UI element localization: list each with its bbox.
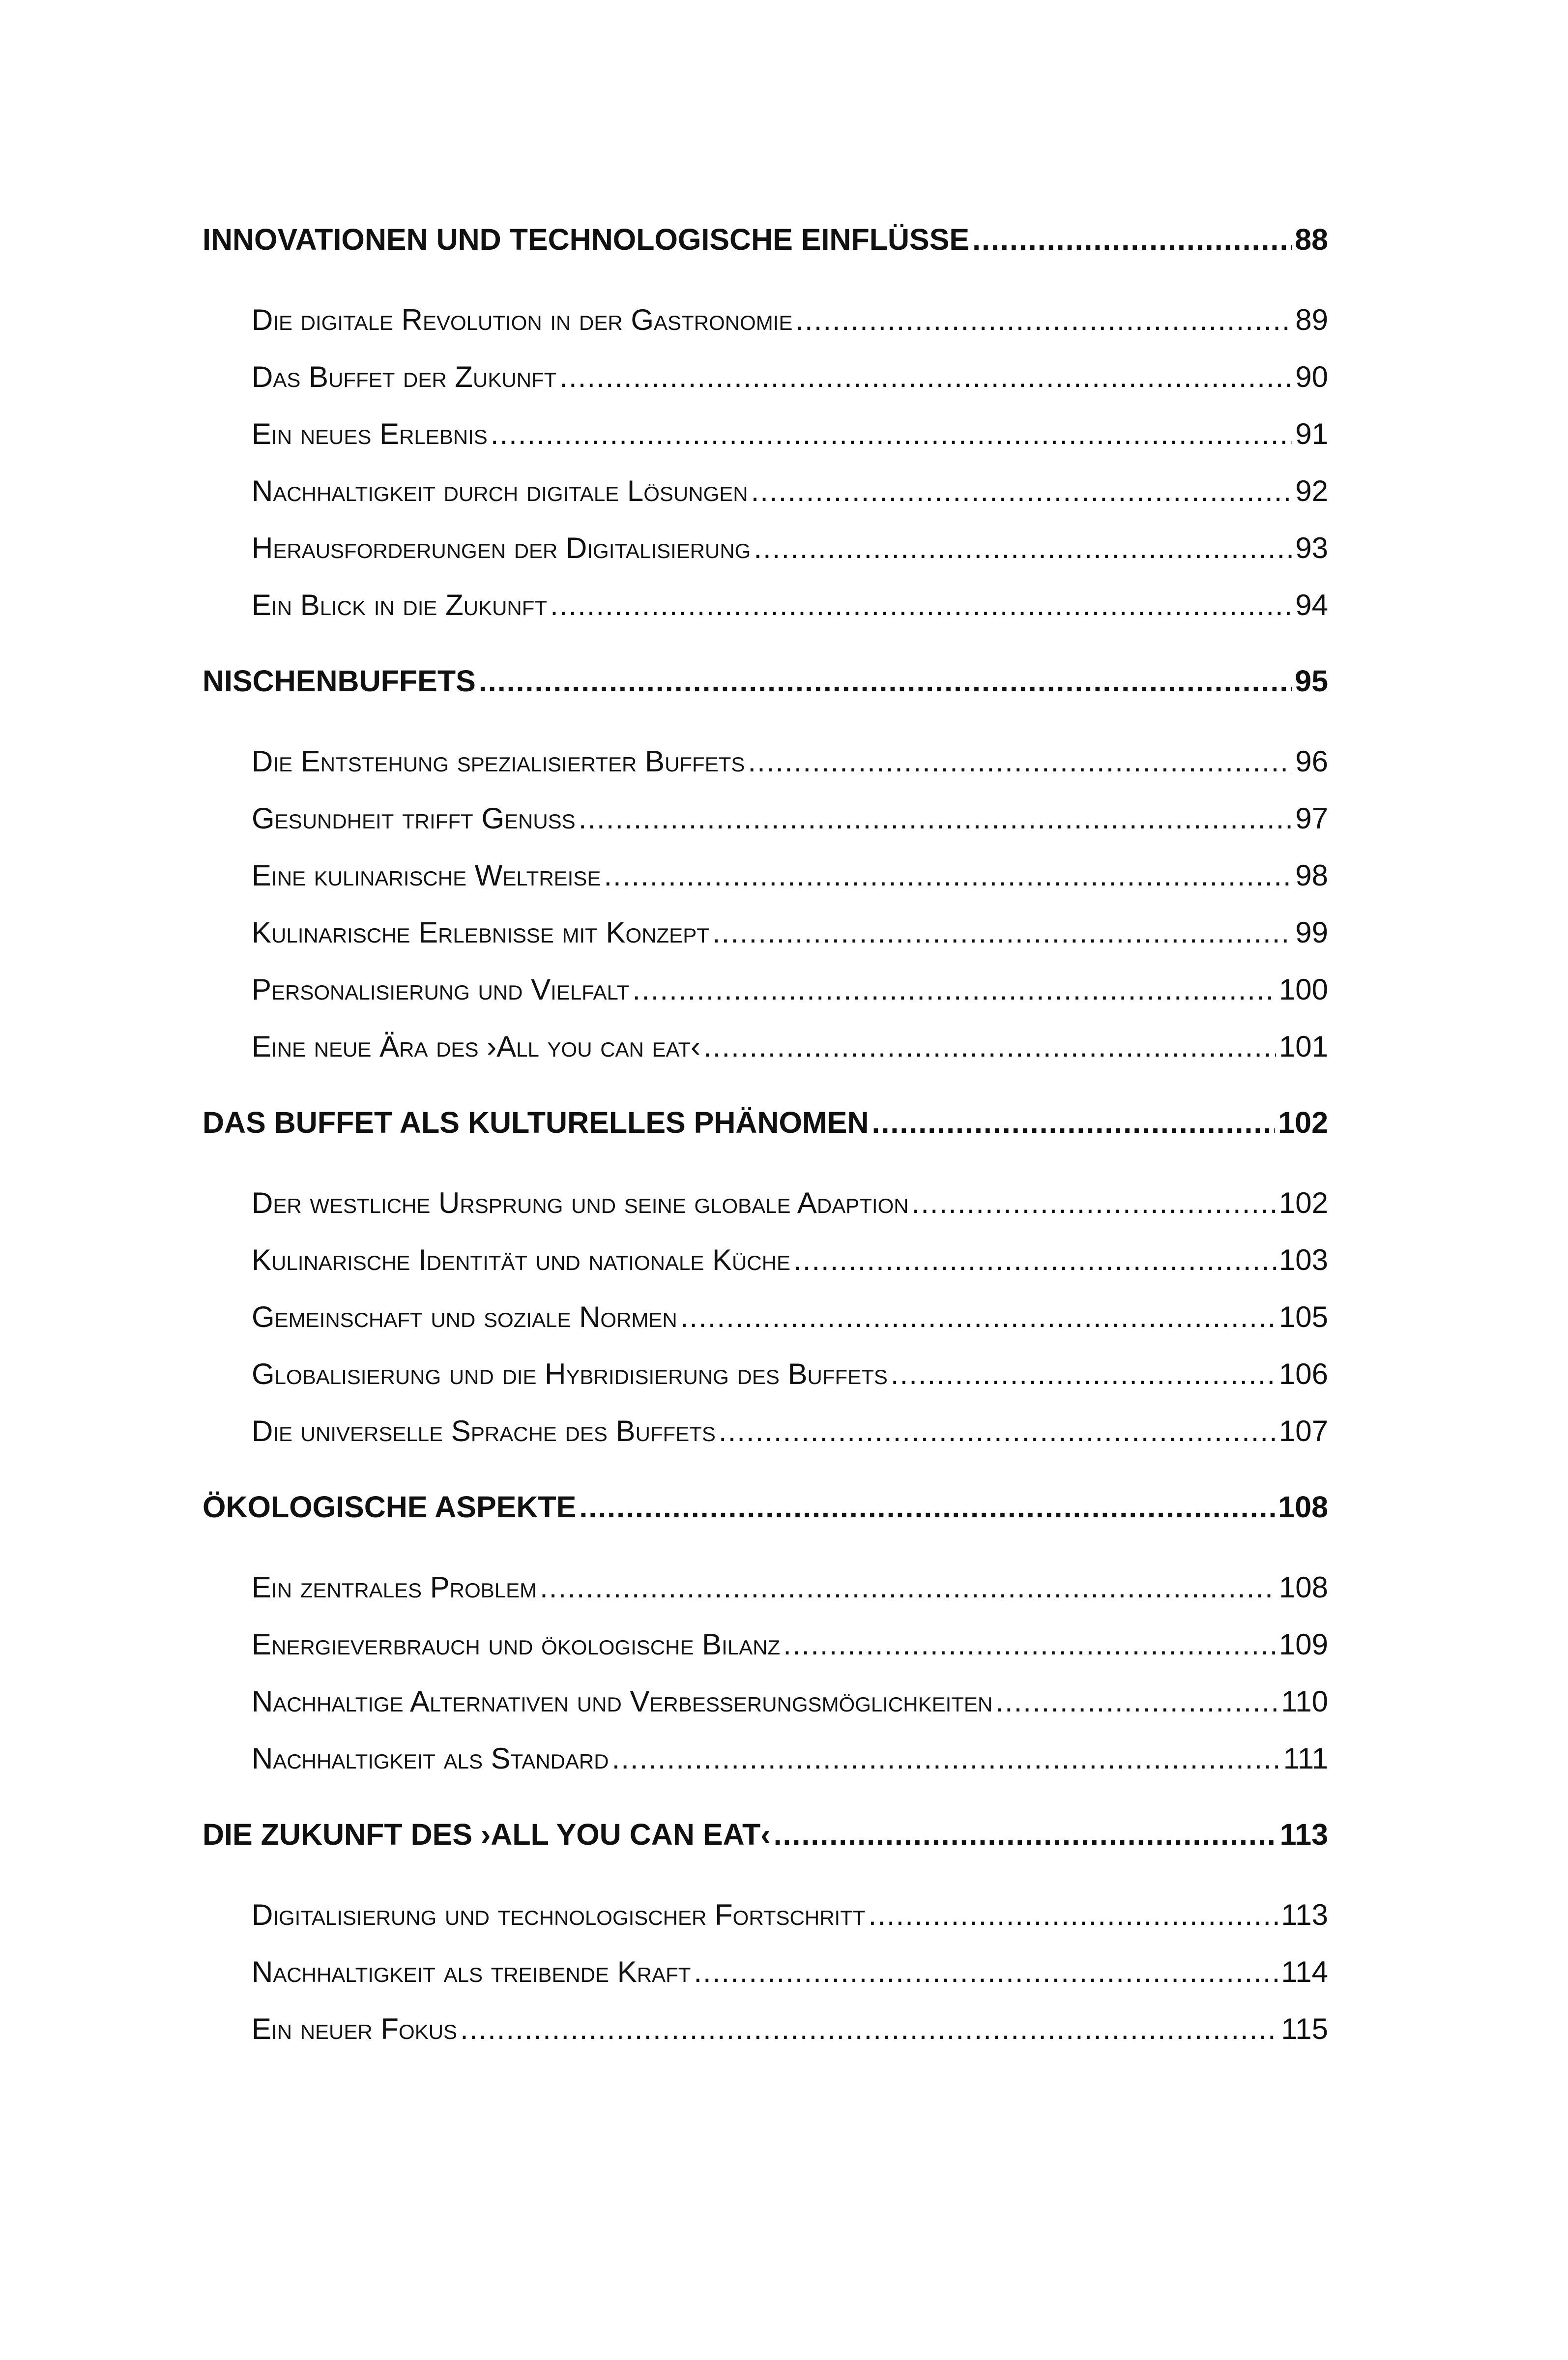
entry-page-number: 90 (1295, 360, 1328, 393)
entry-page-number: 93 (1295, 531, 1328, 564)
toc-entry[interactable] (252, 799, 1328, 856)
chapter-page-number: 102 (1278, 1106, 1328, 1139)
toc-entry[interactable] (252, 586, 1328, 643)
chapter-title: NISCHENBUFFETS (203, 664, 476, 698)
toc-entry[interactable] (252, 1028, 1328, 1085)
leader-dots (774, 1815, 1277, 1854)
leader-dots (891, 1355, 1276, 1393)
entry-title: Nachhaltige Alternativen und Verbesserungsmöglichkeiten (252, 1685, 993, 1718)
toc-chapter-heading[interactable] (203, 1815, 1328, 1854)
chapter-title: ÖKOLOGISCHE ASPEKTE (203, 1490, 577, 1524)
toc-chapter-heading[interactable] (203, 1103, 1328, 1142)
toc-entry[interactable] (252, 1355, 1328, 1412)
entry-title: Gemeinschaft und soziale Normen (252, 1300, 677, 1333)
leader-dots (712, 914, 1292, 952)
toc-entry[interactable] (252, 856, 1328, 914)
toc-chapter-heading[interactable] (203, 1488, 1328, 1526)
leader-dots (579, 1488, 1275, 1526)
entry-title: Ein neuer Fokus (252, 2012, 458, 2045)
leader-dots (869, 1896, 1278, 1934)
entry-title: Energieverbrauch und ökologische Bilanz (252, 1628, 781, 1661)
entry-page-number: 101 (1278, 1030, 1328, 1063)
entry-title: Gesundheit trifft Genuss (252, 802, 576, 835)
toc-entry[interactable] (252, 358, 1328, 415)
entry-title: Globalisierung und die Hybridisierung des Buffets (252, 1357, 888, 1390)
entry-page-number: 115 (1281, 2012, 1328, 2045)
entry-page-number: 105 (1278, 1300, 1328, 1333)
entry-title: Die universelle Sprache des Buffets (252, 1415, 716, 1447)
leader-dots (703, 1028, 1276, 1066)
entry-title: Ein Blick in die Zukunft (252, 589, 548, 621)
leader-dots (612, 1740, 1280, 1778)
chapter-title: DAS BUFFET ALS KULTURELLES PHÄNOMEN (203, 1106, 869, 1139)
entry-page-number: 102 (1278, 1186, 1328, 1219)
entry-page-number: 107 (1278, 1415, 1328, 1447)
entry-title: Der westliche Ursprung und seine globale Adaption (252, 1186, 909, 1219)
toc-entry[interactable] (252, 472, 1328, 529)
leader-dots (604, 856, 1292, 895)
toc-entry[interactable] (252, 971, 1328, 1028)
toc-entry[interactable] (252, 1682, 1328, 1740)
toc-section-list (252, 1896, 1328, 2067)
entry-title: Nachhaltigkeit durch digitale Lösungen (252, 474, 748, 507)
chapter-title: DIE ZUKUNFT DES ›ALL YOU CAN EAT‹ (203, 1818, 771, 1851)
leader-dots (680, 1298, 1276, 1336)
entry-title: Kulinarische Identität und nationale Küche (252, 1243, 791, 1276)
toc-section-list (252, 742, 1328, 1085)
leader-dots (754, 529, 1292, 567)
chapter-page-number: 108 (1278, 1490, 1328, 1524)
entry-page-number: 111 (1283, 1742, 1328, 1775)
leader-dots (748, 742, 1292, 781)
toc-entry[interactable] (252, 1241, 1328, 1298)
table-of-contents (203, 220, 1328, 2086)
toc-section-list (252, 1568, 1328, 1797)
leader-dots (912, 1184, 1276, 1222)
toc-entry[interactable] (252, 1896, 1328, 1953)
leader-dots (540, 1568, 1276, 1607)
chapter-page-number: 88 (1295, 223, 1328, 256)
entry-title: Eine kulinarische Weltreise (252, 859, 601, 892)
entry-title: Personalisierung und Vielfalt (252, 973, 630, 1006)
toc-entry[interactable] (252, 2010, 1328, 2067)
entry-page-number: 91 (1295, 417, 1328, 450)
entry-title: Die Entstehung spezialisierter Buffets (252, 745, 745, 778)
entry-title: Ein neues Erlebnis (252, 417, 488, 450)
leader-dots (872, 1103, 1276, 1142)
toc-entry[interactable] (252, 1298, 1328, 1355)
leader-dots (460, 2010, 1278, 2048)
chapter-title: INNOVATIONEN UND TECHNOLOGISCHE EINFLÜSSE (203, 223, 970, 256)
entry-title: Das Buffet der Zukunft (252, 360, 557, 393)
leader-dots (479, 662, 1292, 700)
leader-dots (795, 301, 1292, 339)
entry-title: Nachhaltigkeit als treibende Kraft (252, 1955, 691, 1988)
leader-dots (579, 799, 1293, 838)
leader-dots (719, 1412, 1276, 1450)
entry-title: Digitalisierung und technologischer Fortschritt (252, 1898, 866, 1931)
leader-dots (783, 1625, 1276, 1664)
toc-entry[interactable] (252, 1412, 1328, 1469)
entry-page-number: 110 (1281, 1685, 1328, 1718)
entry-title: Ein zentrales Problem (252, 1571, 537, 1604)
entry-page-number: 106 (1278, 1357, 1328, 1390)
entry-title: Kulinarische Erlebnisse mit Konzept (252, 916, 709, 949)
entry-page-number: 100 (1278, 973, 1328, 1006)
entry-page-number: 97 (1295, 802, 1328, 835)
leader-dots (632, 971, 1276, 1009)
toc-entry[interactable] (252, 742, 1328, 799)
toc-chapter-heading[interactable] (203, 662, 1328, 700)
toc-entry[interactable] (252, 415, 1328, 472)
toc-chapter-heading[interactable] (203, 220, 1328, 259)
leader-dots (491, 415, 1292, 453)
leader-dots (694, 1953, 1278, 1991)
toc-entry[interactable] (252, 1625, 1328, 1682)
entry-title: Eine neue Ära des ›All you can eat‹ (252, 1030, 701, 1063)
leader-dots (550, 586, 1292, 624)
toc-entry[interactable] (252, 301, 1328, 358)
entry-page-number: 98 (1295, 859, 1328, 892)
entry-page-number: 96 (1295, 745, 1328, 778)
entry-title: Herausforderungen der Digitalisierung (252, 531, 751, 564)
toc-entry[interactable] (252, 1184, 1328, 1241)
entry-page-number: 109 (1278, 1628, 1328, 1661)
toc-entry[interactable] (252, 914, 1328, 971)
entry-page-number: 99 (1295, 916, 1328, 949)
entry-title: Nachhaltigkeit als Standard (252, 1742, 609, 1775)
leader-dots (972, 220, 1292, 259)
entry-page-number: 89 (1295, 303, 1328, 336)
entry-page-number: 114 (1281, 1955, 1328, 1988)
toc-entry[interactable] (252, 529, 1328, 586)
leader-dots (793, 1241, 1276, 1279)
entry-page-number: 103 (1278, 1243, 1328, 1276)
entry-page-number: 94 (1295, 589, 1328, 621)
chapter-page-number: 95 (1295, 664, 1328, 698)
toc-section-list (252, 1184, 1328, 1469)
leader-dots (995, 1682, 1278, 1721)
entry-page-number: 108 (1278, 1571, 1328, 1604)
entry-page-number: 92 (1295, 474, 1328, 507)
leader-dots (559, 358, 1292, 396)
chapter-page-number: 113 (1279, 1818, 1328, 1851)
toc-entry[interactable] (252, 1953, 1328, 2010)
toc-entry[interactable] (252, 1740, 1328, 1797)
toc-entry[interactable] (252, 1568, 1328, 1625)
leader-dots (751, 472, 1293, 510)
entry-page-number: 113 (1281, 1898, 1328, 1931)
toc-section-list (252, 301, 1328, 643)
entry-title: Die digitale Revolution in der Gastronomie (252, 303, 793, 336)
